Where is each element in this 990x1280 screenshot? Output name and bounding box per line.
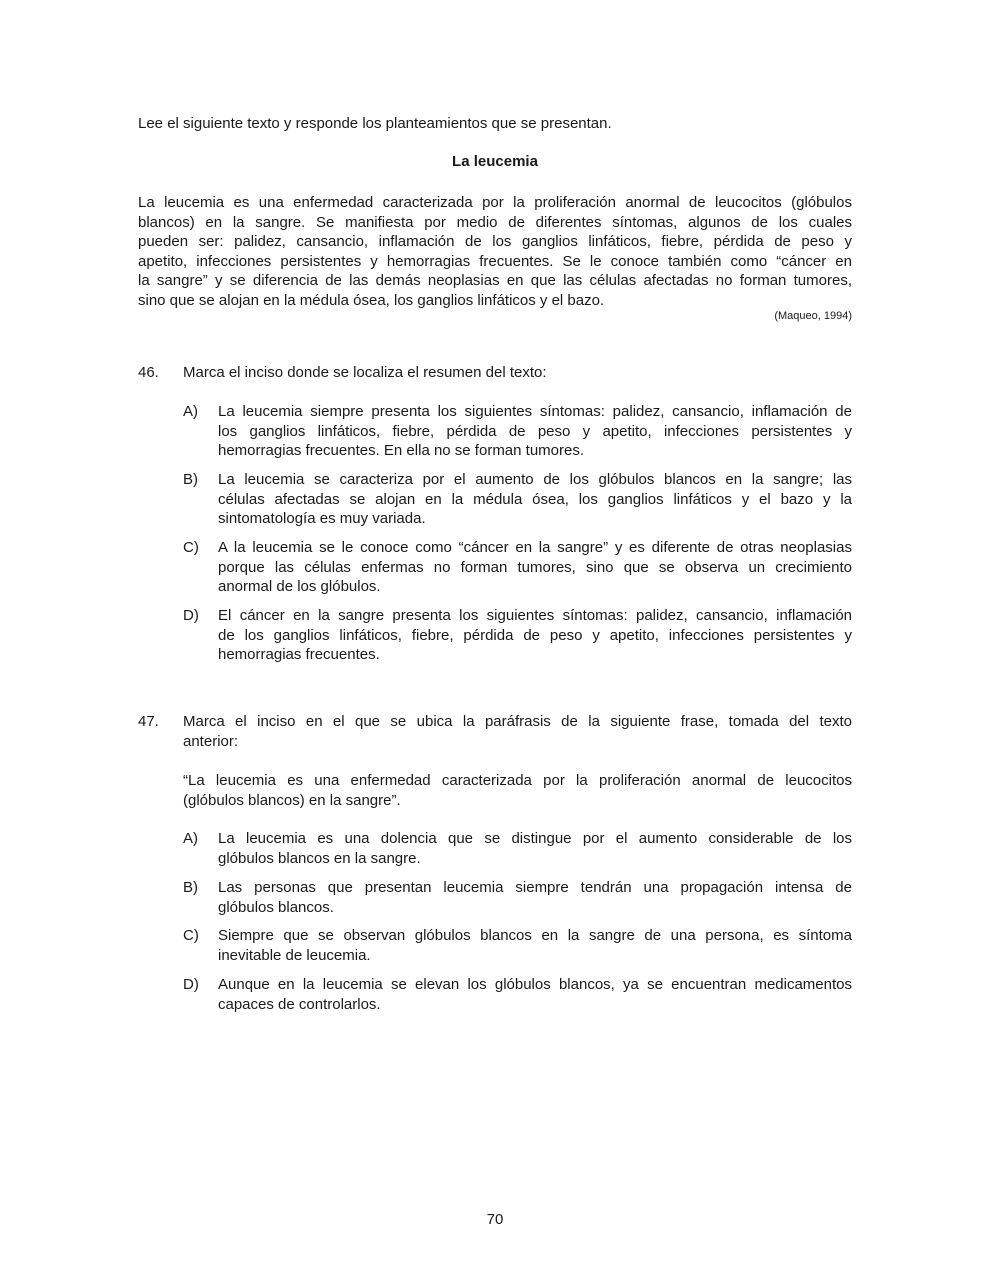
text-line: La leucemia es una enfermedad caracterizada por la proliferación anormal de leucocitos (glóbulos [138, 194, 852, 211]
option-label: B) [183, 471, 198, 488]
text-line: anormal de los glóbulos. [218, 578, 381, 595]
text-line: (glóbulos blancos) en la sangre”. [183, 791, 401, 809]
text-line: capaces de controlarlos. [218, 995, 381, 1013]
option-label: A) [183, 830, 198, 847]
option-label: A) [183, 403, 198, 420]
text-line: apetito, infecciones persistentes y hemorragias frecuentes. Se le conoce también como “cáncer en [138, 252, 852, 270]
text-line: blancos) en la sangre. Se manifiesta por medio de diferentes síntomas, algunos de los cuales [138, 213, 852, 231]
text-line: El cáncer en la sangre presenta los siguientes síntomas: palidez, cansancio, inflamación [218, 607, 852, 624]
text-line: Marca el inciso en el que se ubica la paráfrasis de la siguiente frase, tomada del texto [183, 713, 852, 730]
option-label: D) [183, 607, 199, 624]
text-line: sintomatología es muy variada. [218, 510, 426, 527]
text-line: glóbulos blancos. [218, 898, 334, 916]
passage-title: La leucemia [452, 153, 538, 170]
text-line: Aunque en la leucemia se elevan los glóbulos blancos, ya se encuentran medicamentos [218, 976, 852, 993]
text-line: inevitable de leucemia. [218, 946, 371, 964]
text-line: la sangre” y se diferencia de las demás neoplasias en que las células afectadas no forman tumores, [138, 272, 852, 289]
text-line: pueden ser: palidez, cansancio, inflamación de los ganglios linfáticos, fiebre, pérdida de peso y [138, 233, 852, 250]
text-line: porque las células enfermas no forman tumores, sino que se observa un crecimiento [218, 558, 852, 576]
text-line: Las personas que presentan leucemia siempre tendrán una propagación intensa de [218, 879, 852, 896]
option-label: C) [183, 539, 199, 556]
text-line: los ganglios linfáticos, fiebre, pérdida de peso y apetito, infecciones persistentes y [218, 422, 852, 440]
question-number: 47. [138, 713, 159, 730]
text-line: La leucemia es una dolencia que se distingue por el aumento considerable de los [218, 830, 852, 847]
text-line: de los ganglios linfáticos, fiebre, pérdida de peso y apetito, infecciones persistentes y [218, 626, 852, 644]
text-line: “La leucemia es una enfermedad caracterizada por la proliferación anormal de leucocitos [183, 772, 852, 789]
option-label: D) [183, 976, 199, 993]
text-line: células afectadas se alojan en la médula ósea, los ganglios linfáticos y el bazo y la [218, 490, 852, 508]
text-line: La leucemia siempre presenta los siguientes síntomas: palidez, cansancio, inflamación de [218, 403, 852, 420]
question-number: 46. [138, 364, 159, 381]
citation: (Maqueo, 1994) [774, 310, 852, 322]
text-line: A la leucemia se le conoce como “cáncer en la sangre” y es diferente de otras neoplasias [218, 539, 852, 556]
option-label: C) [183, 927, 199, 944]
text-line: hemorragias frecuentes. En ella no se forman tumores. [218, 442, 585, 459]
page-number: 70 [486, 1211, 504, 1228]
text-line: hemorragias frecuentes. [218, 646, 380, 663]
option-label: B) [183, 879, 198, 896]
text-line: La leucemia se caracteriza por el aumento de los glóbulos blancos en la sangre; las [218, 471, 852, 488]
text-line: glóbulos blancos en la sangre. [218, 849, 421, 867]
text-line: Siempre que se observan glóbulos blancos en la sangre de una persona, es síntoma [218, 927, 852, 944]
text-line: Marca el inciso donde se localiza el resumen del texto: [183, 364, 547, 381]
text-line: anterior: [183, 732, 239, 750]
text-line: sino que se alojan en la médula ósea, los ganglios linfáticos y el bazo. [138, 291, 605, 309]
instructions: Lee el siguiente texto y responde los planteamientos que se presentan. [138, 115, 612, 132]
